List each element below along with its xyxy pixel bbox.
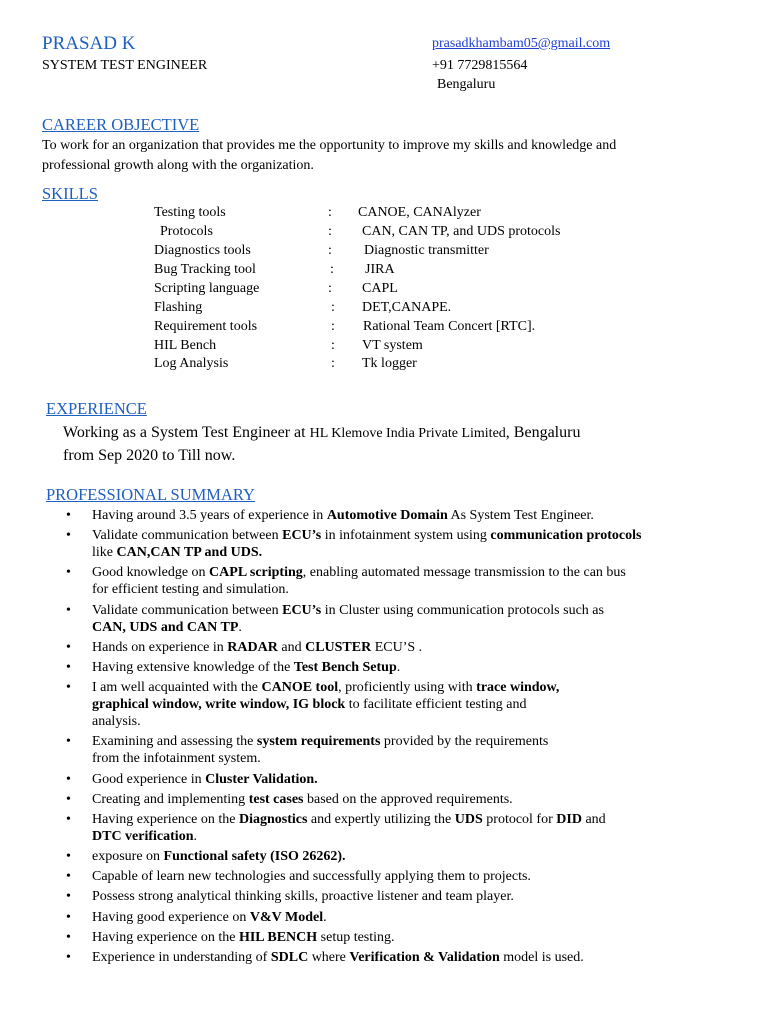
skill-colon: : [331,300,335,315]
skill-colon: : [331,319,335,334]
skill-value: CAN, CAN TP, and UDS protocols [362,224,561,239]
career-objective-heading: CAREER OBJECTIVE [42,115,200,134]
skill-key: Requirement tools [154,319,258,334]
skills-heading: SKILLS [42,184,98,203]
skill-colon: : [328,243,332,258]
skill-value: Diagnostic transmitter [364,243,489,258]
experience-location: , Bengaluru [505,424,581,441]
professional-summary-heading: PROFESSIONAL SUMMARY [46,485,255,504]
skill-value: CANOE, CANAlyzer [358,205,481,220]
list-item: • Possess strong analytical thinking skills, proactive listener and team player. [66,889,514,905]
experience-line-2: from Sep 2020 to Till now. [63,447,236,464]
skill-key: Bug Tracking tool [154,262,256,277]
company-name: HL Klemove India Private Limited [309,426,506,441]
list-item: • exposure on Functional safety (ISO 26262). [66,849,346,865]
skill-colon: : [328,224,332,239]
experience-text: Working as a System Test Engineer at [63,424,310,441]
skill-key: HIL Bench [154,338,217,353]
candidate-role: SYSTEM TEST ENGINEER [42,58,208,73]
list-item: • Having experience on the Diagnostics and expertly utilizing the UDS protocol for DID and DTC verification. [66,811,606,844]
experience-line-1 [63,421,580,445]
skill-value: JIRA [365,262,395,277]
skill-value: Tk logger [362,356,417,371]
list-item: • Capable of learn new technologies and successfully applying them to projects. [66,869,531,885]
career-objective-line-2: professional growth along with the organization. [42,158,314,173]
candidate-name: PRASAD K [42,33,136,54]
list-item: • Having good experience on V&V Model. [66,909,327,925]
list-item: • Having experience on the HIL BENCH setup testing. [66,929,395,945]
experience-heading: EXPERIENCE [46,399,147,418]
skill-key: Scripting language [154,281,260,296]
list-item: • Validate communication between ECU’s in infotainment system using communication protocols like CAN,CAN TP and UDS. [66,528,642,561]
skill-colon: : [330,262,334,277]
list-item: • Good knowledge on CAPL scripting, enabling automated message transmission to the can bus for efficient testing and simulation. [66,565,626,598]
skill-key: Log Analysis [154,356,229,371]
skill-value: CAPL [362,281,398,296]
list-item: • Having extensive knowledge of the Test Bench Setup. [66,659,401,675]
skill-colon: : [328,205,332,220]
skill-key: Flashing [154,300,203,315]
skill-key: Diagnostics tools [154,243,251,258]
summary-list [66,507,746,969]
skill-key: Testing tools [154,205,226,220]
email-link[interactable]: prasadkhambam05@gmail.com [432,36,611,51]
list-item: • I am well acquainted with the CANOE tool, proficiently using with trace window, graphical window, write window, IG block to facilitate efficient testing and analysis. [66,680,560,730]
list-item: • Examining and assessing the system requirements provided by the requirements from the infotainment system. [66,734,549,767]
list-item: • Validate communication between ECU’s in Cluster using communication protocols such as CAN, UDS and CAN TP. [66,602,604,635]
skill-value: DET,CANAPE. [362,300,452,315]
list-item: • Experience in understanding of SDLC where Verification & Validation model is used. [66,950,584,965]
skill-value: VT system [362,338,423,353]
skill-colon: : [331,356,335,371]
list-item: • Hands on experience in RADAR and CLUSTER ECU’S . [66,639,423,655]
skill-value: Rational Team Concert [RTC]. [363,319,536,334]
skill-colon: : [328,281,332,296]
city: Bengaluru [437,77,496,92]
career-objective-line-1: To work for an organization that provides me the opportunity to improve my skills and knowledge and [42,138,617,153]
skill-key: Protocols [160,224,213,239]
phone-number: +91 7729815564 [432,58,528,73]
list-item: • Good experience in Cluster Validation. [66,771,318,787]
list-item: • Having around 3.5 years of experience in Automotive Domain As System Test Engineer. [66,508,594,523]
skill-colon: : [331,338,335,353]
list-item: • Creating and implementing test cases based on the approved requirements. [66,791,513,807]
